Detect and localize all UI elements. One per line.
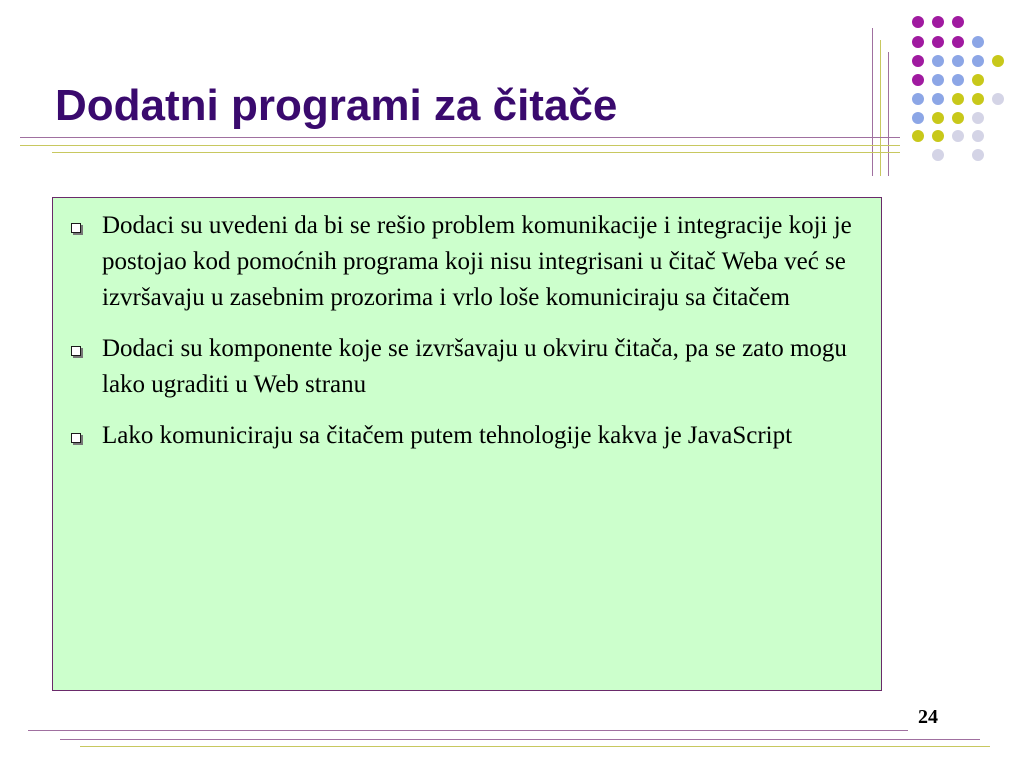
decor-dot xyxy=(912,130,924,142)
decor-dot xyxy=(972,112,984,124)
decor-dot xyxy=(912,16,924,28)
content-box xyxy=(52,197,882,691)
footer-rule xyxy=(28,730,908,731)
bullet-text: Lako komuniciraju sa čitačem putem tehnologije kakva je JavaScript xyxy=(102,422,793,449)
title-underline xyxy=(20,145,900,146)
square-bullet-icon xyxy=(71,433,81,443)
decorative-dot-grid xyxy=(905,10,1015,170)
bullet-item xyxy=(69,208,869,316)
decor-dot xyxy=(972,74,984,86)
decor-dot xyxy=(972,130,984,142)
decor-dot xyxy=(912,93,924,105)
decor-dot xyxy=(952,55,964,67)
title-underline xyxy=(52,152,900,153)
footer-rule xyxy=(80,746,990,747)
decor-dot xyxy=(912,55,924,67)
decor-dot xyxy=(932,55,944,67)
decor-dot xyxy=(952,74,964,86)
decor-dot xyxy=(932,93,944,105)
square-bullet-icon xyxy=(71,223,81,233)
title-underline xyxy=(20,137,900,138)
decor-dot xyxy=(952,16,964,28)
page-number: 24 xyxy=(918,706,938,728)
decor-dot xyxy=(972,36,984,48)
decor-dot xyxy=(992,93,1004,105)
decor-dot xyxy=(952,130,964,142)
decor-dot xyxy=(972,93,984,105)
square-bullet-icon xyxy=(71,346,81,356)
bullet-list xyxy=(69,208,869,469)
decor-dot xyxy=(932,16,944,28)
decor-dot xyxy=(972,149,984,161)
decor-dot xyxy=(932,149,944,161)
bullet-item xyxy=(69,331,869,403)
decor-dot xyxy=(972,55,984,67)
decor-vertical-line xyxy=(880,40,881,176)
decor-vertical-line xyxy=(872,28,873,176)
decor-dot xyxy=(932,112,944,124)
decor-dot xyxy=(952,36,964,48)
slide-title: Dodatni programi za čitače xyxy=(55,81,618,130)
decor-dot xyxy=(932,74,944,86)
decor-dot xyxy=(992,55,1004,67)
footer-rule xyxy=(60,739,980,740)
bullet-text: Dodaci su komponente koje se izvršavaju u okviru čitača, pa se zato mogu lako ugraditi u Web stranu xyxy=(102,335,847,398)
decor-dot xyxy=(952,93,964,105)
bullet-text: Dodaci su uvedeni da bi se rešio problem komunikacije i integracije koji je postojao kod pomoćnih programa koji nisu integrisani u čitač Weba već se izvršavaju u zasebnim prozorima i vrlo loše komuniciraju sa čitačem xyxy=(102,212,852,311)
decor-dot xyxy=(932,130,944,142)
bullet-item xyxy=(69,418,869,454)
decor-dot xyxy=(912,74,924,86)
decor-dot xyxy=(952,112,964,124)
decor-dot xyxy=(912,112,924,124)
decor-dot xyxy=(912,36,924,48)
decor-vertical-line xyxy=(888,52,889,176)
decor-dot xyxy=(932,36,944,48)
